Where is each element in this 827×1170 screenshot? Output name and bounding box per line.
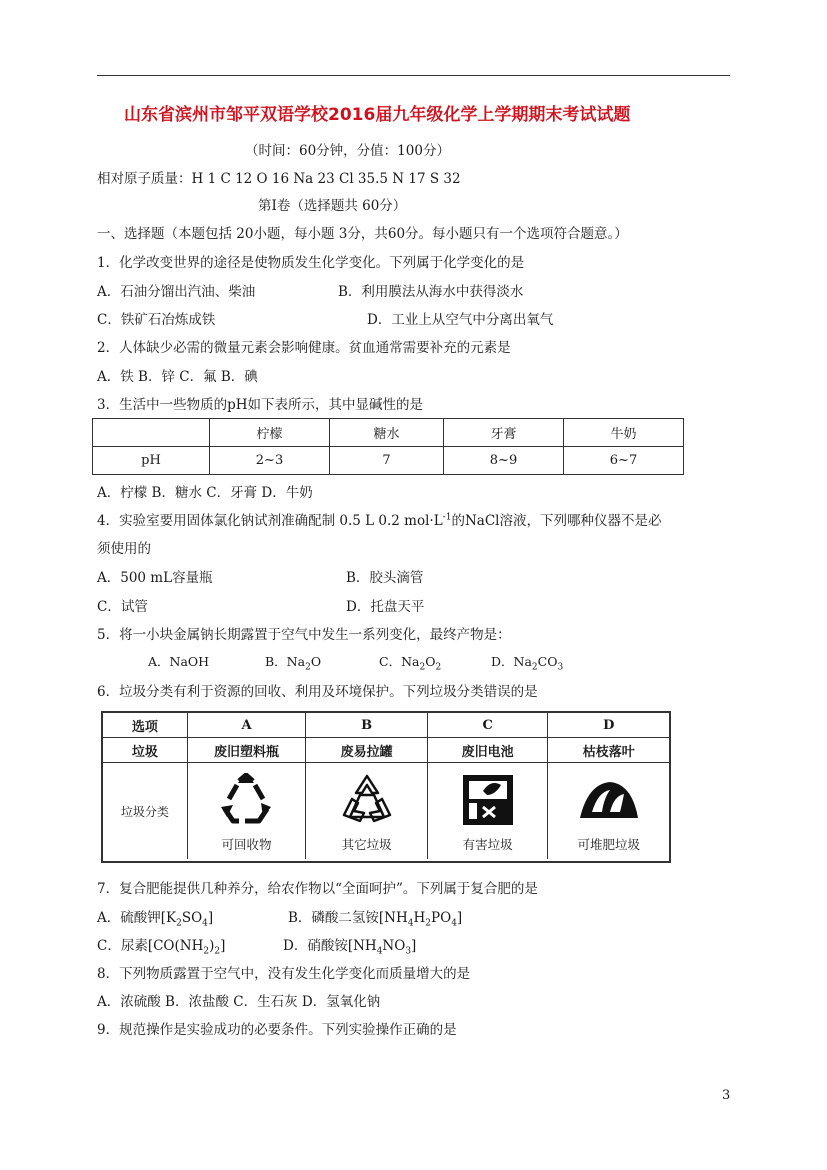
figure-cell [548,763,669,859]
q5-option-d: D．$Na_2CO_3$ [491,654,564,673]
table-row [93,419,684,447]
q4-stem-cont: 须使用的 [97,541,151,557]
q2-stem: 2．人体缺少必需的微量元素会影响健康。贫血通常需要补充的元素是 [97,340,511,356]
section-heading: 一、选择题（本题包括 20小题，每小题 3分，共60分。每小题只有一个选项符合题意。） [97,226,628,242]
page-number: 3 [722,1088,731,1103]
figure-cell [188,763,307,859]
figure-cell: A [188,713,307,737]
table-cell: 8~9 [444,447,564,475]
figure-row-classification [103,763,669,859]
q1-option-d: D．工业上从空气中分离出氧气 [367,312,554,328]
table-cell: 7 [330,447,444,475]
caption-hazardous: 有害垃圾 [462,837,513,852]
hazard-icon [453,769,523,831]
q5-option-a: A．NaOH [148,654,210,669]
garbage-classification-figure [101,711,671,863]
time-score: （时间：60分钟，分值：100分） [245,143,450,159]
figure-cell: B [306,713,428,737]
table-row [93,447,684,475]
table-cell: 2~3 [210,447,330,475]
q2-options: A．铁 B．锌 C．氟 B．碘 [97,369,258,385]
q4-option-c: C．试管 [97,599,148,615]
top-rule [97,75,730,76]
q1-option-b: B．利用膜法从海水中获得淡水 [338,284,524,300]
q6-stem: 6．垃圾分类有利于资源的回收、利用及环境保护。下列垃圾分类错误的是 [97,684,538,700]
q1-option-a: A．石油分馏出汽油、柴油 [97,284,256,300]
ph-table [92,418,684,475]
figure-cell: 废易拉罐 [306,738,428,762]
caption-recyclable: 可回收物 [221,837,272,852]
q7-option-b: B．磷酸二氢铵$[NH_4H_2PO_4]$ [288,910,463,929]
figure-cell [428,763,549,859]
q7-option-c: C．尿素$[CO(NH_2)_2]$ [97,938,226,957]
recycle-outline-icon [332,769,402,831]
q1-option-c: C．铁矿石冶炼成铁 [97,312,216,328]
table-cell: 6~7 [564,447,684,475]
figure-cell: 废旧塑料瓶 [188,738,307,762]
q7-stem: 7．复合肥能提供几种养分，给农作物以“全面呵护”。下列属于复合肥的是 [97,881,538,897]
figure-cell: 废旧电池 [428,738,549,762]
q8-stem: 8．下列物质露置于空气中，没有发生化学变化而质量增大的是 [97,966,471,982]
figure-cell: D [603,717,615,733]
q3-stem: 3．生活中一些物质的pH如下表所示，其中显碱性的是 [97,397,424,413]
q5-option-b: B．$Na_2O$ [265,654,322,673]
q1-stem: 1．化学改变世界的途径是使物质发生化学变化。下列属于化学变化的是 [97,255,525,271]
figure-row-options [103,713,669,738]
compost-icon [574,769,644,831]
part-one-heading: 第Ⅰ卷（选择题共 60分） [258,198,407,214]
q4-option-b: B．胶头滴管 [346,570,424,586]
table-cell: 糖水 [330,419,444,447]
table-cell [93,419,210,447]
table-cell: 牙膏 [444,419,564,447]
atomic-mass: 相对原子质量：H 1 C 12 O 16 Na 23 Cl 35.5 N 17 S 32 [97,171,461,187]
figure-cell: 选项 [103,713,188,737]
table-cell: 柠檬 [210,419,330,447]
q5-option-c: C．$Na_2O_2$ [379,654,442,673]
caption-other: 其它垃圾 [341,837,392,852]
figure-cell: C [428,713,549,737]
exam-title: 山东省滨州市邹平双语学校2016届九年级化学上学期期末考试试题 [124,105,631,125]
recycle-icon [211,769,281,831]
table-cell: pH [93,447,210,475]
q4-stem: 4．实验室要用固体氯化钠试剂准确配制 0.5 L 0.2 $mol\cdot L^{-1}$的NaCl溶液，下列哪种仪器不是必 [97,512,662,529]
figure-row-garbage [103,738,669,763]
q7-option-d: D．硝酸铵$[NH_4NO_3]$ [283,938,417,957]
q9-stem: 9．规范操作是实验成功的必要条件。下列实验操作正确的是 [97,1022,457,1038]
figure-cell [306,763,428,859]
q7-option-a: A．硫酸钾$[K_2SO_4]$ [97,910,214,929]
q8-options: A．浓硫酸 B．浓盐酸 C．生石灰 D．氢氧化钠 [97,994,381,1010]
q4-option-d: D．托盘天平 [346,599,425,615]
q4-option-a: A．500 mL容量瓶 [97,570,213,586]
q5-stem: 5．将一小块金属钠长期露置于空气中发生一系列变化，最终产物是： [97,627,511,643]
figure-cell: 枯枝落叶 [582,744,635,760]
caption-compost: 可堆肥垃圾 [577,837,640,852]
q3-options: A．柠檬 B．糖水 C．牙膏 D．牛奶 [97,485,313,501]
table-cell: 牛奶 [564,419,684,447]
figure-cell: 垃圾分类 [103,763,188,859]
figure-cell: 垃圾 [103,738,188,762]
